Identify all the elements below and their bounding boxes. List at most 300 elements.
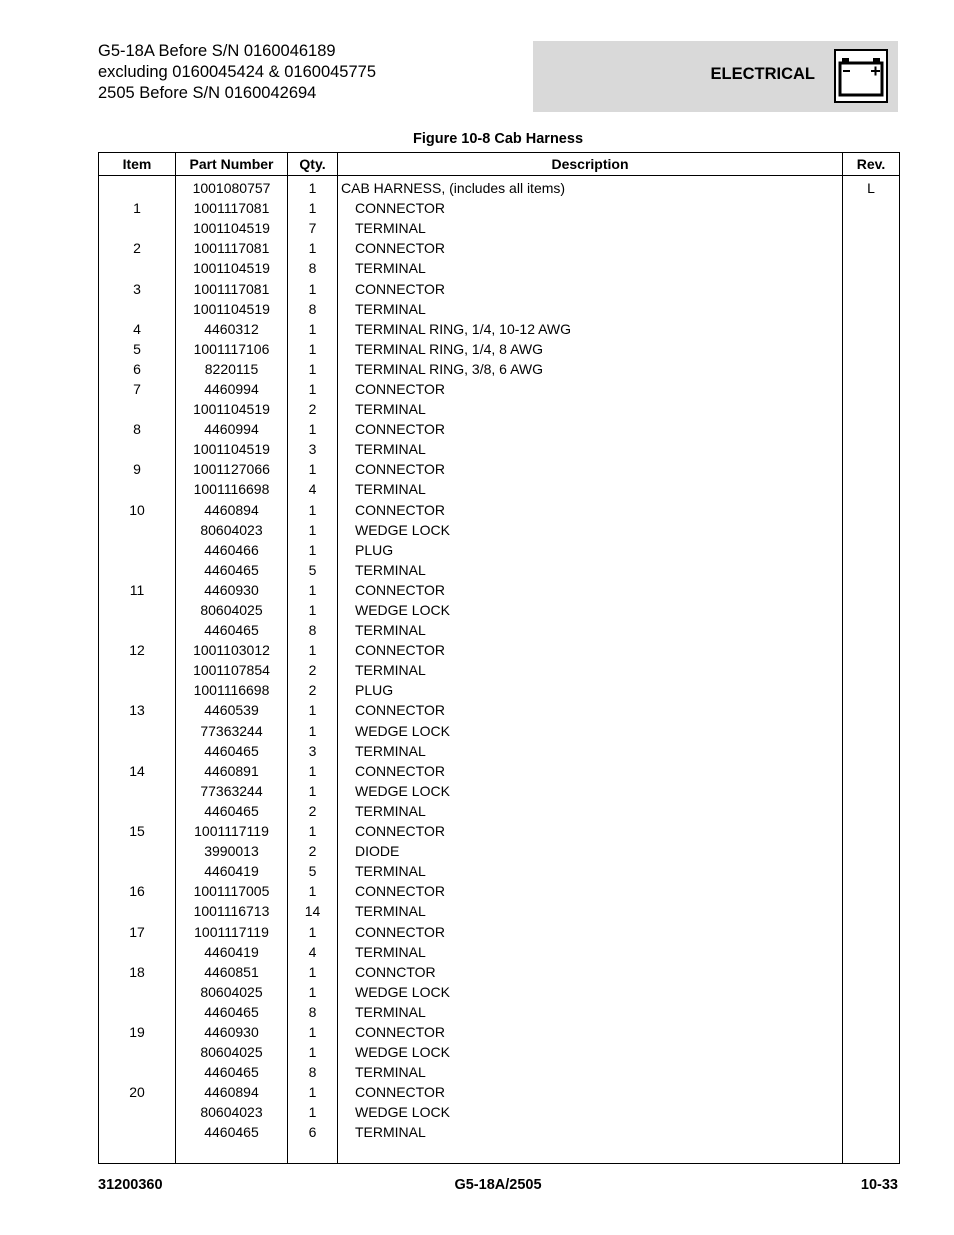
revision-cell (843, 680, 900, 700)
revision-cell (843, 801, 900, 821)
item-number-cell (99, 399, 176, 419)
revision-cell (843, 781, 900, 801)
item-number-cell: 2 (99, 238, 176, 258)
revision-cell (843, 921, 900, 941)
description-cell: TERMINAL (338, 620, 843, 640)
item-number-cell (99, 982, 176, 1002)
quantity-cell: 1 (288, 238, 338, 258)
part-number-cell: 1001116698 (176, 680, 288, 700)
description-cell: CONNECTOR (338, 459, 843, 479)
part-number-cell: 4460465 (176, 620, 288, 640)
quantity-cell: 1 (288, 520, 338, 540)
table-row (99, 901, 900, 921)
item-number-cell (99, 1122, 176, 1142)
revision-cell (843, 339, 900, 359)
part-number-cell: 1001117119 (176, 921, 288, 941)
quantity-cell: 8 (288, 1062, 338, 1082)
table-row (99, 801, 900, 821)
description-cell: CONNECTOR (338, 640, 843, 660)
part-number-cell: 4460466 (176, 540, 288, 560)
revision-cell (843, 861, 900, 881)
description-cell: CONNECTOR (338, 761, 843, 781)
revision-cell (843, 721, 900, 741)
revision-cell (843, 741, 900, 761)
item-number-cell: 14 (99, 761, 176, 781)
item-number-cell (99, 258, 176, 278)
quantity-cell: 1 (288, 1082, 338, 1102)
item-number-cell: 9 (99, 459, 176, 479)
part-number-cell: 1001116713 (176, 901, 288, 921)
item-number-cell (99, 942, 176, 962)
item-number-cell: 11 (99, 580, 176, 600)
description-cell: TERMINAL (338, 901, 843, 921)
column-header-rev: Rev. (843, 153, 900, 176)
parts-table (98, 152, 900, 1164)
item-number-cell: 12 (99, 640, 176, 660)
table-row (99, 1042, 900, 1062)
revision-cell (843, 620, 900, 640)
table-row (99, 700, 900, 720)
item-number-cell (99, 801, 176, 821)
table-row (99, 520, 900, 540)
quantity-cell: 4 (288, 942, 338, 962)
description-cell: CONNECTOR (338, 700, 843, 720)
model-line-3: 2505 Before S/N 0160042694 (98, 84, 317, 102)
description-cell: CONNECTOR (338, 379, 843, 399)
quantity-cell: 8 (288, 258, 338, 278)
item-number-cell (99, 176, 176, 199)
part-number-cell: 4460465 (176, 1002, 288, 1022)
column-header-part-number: Part Number (176, 153, 288, 176)
part-number-cell: 4460419 (176, 942, 288, 962)
model-header (98, 41, 376, 104)
revision-cell (843, 560, 900, 580)
item-number-cell: 18 (99, 962, 176, 982)
description-cell: DIODE (338, 841, 843, 861)
quantity-cell: 1 (288, 339, 338, 359)
quantity-cell: 1 (288, 459, 338, 479)
part-number-cell: 4460994 (176, 379, 288, 399)
revision-cell (843, 500, 900, 520)
part-number-cell: 4460894 (176, 500, 288, 520)
revision-cell (843, 1062, 900, 1082)
table-row (99, 218, 900, 238)
table-row (99, 942, 900, 962)
quantity-cell: 1 (288, 500, 338, 520)
part-number-cell: 80604025 (176, 600, 288, 620)
table-row (99, 399, 900, 419)
quantity-cell: 5 (288, 861, 338, 881)
revision-cell (843, 761, 900, 781)
item-number-cell: 19 (99, 1022, 176, 1042)
part-number-cell: 80604023 (176, 520, 288, 540)
quantity-cell: 1 (288, 176, 338, 199)
table-row (99, 198, 900, 218)
part-number-cell: 1001116698 (176, 479, 288, 499)
item-number-cell: 16 (99, 881, 176, 901)
table-row (99, 560, 900, 580)
description-cell: CONNECTOR (338, 1022, 843, 1042)
part-number-cell: 4460891 (176, 761, 288, 781)
footer-page-number: 10-33 (860, 1177, 898, 1193)
table-row (99, 680, 900, 700)
description-cell: TERMINAL (338, 660, 843, 680)
revision-cell (843, 218, 900, 238)
part-number-cell: 3990013 (176, 841, 288, 861)
quantity-cell: 2 (288, 841, 338, 861)
table-row (99, 339, 900, 359)
quantity-cell: 1 (288, 881, 338, 901)
quantity-cell: 8 (288, 620, 338, 640)
revision-cell (843, 299, 900, 319)
part-number-cell: 80604025 (176, 982, 288, 1002)
part-number-cell: 1001117106 (176, 339, 288, 359)
revision-cell (843, 1022, 900, 1042)
revision-cell (843, 841, 900, 861)
item-number-cell: 3 (99, 278, 176, 298)
table-row (99, 982, 900, 1002)
table-row (99, 721, 900, 741)
part-number-cell: 4460465 (176, 560, 288, 580)
revision-cell (843, 258, 900, 278)
part-number-cell: 1001127066 (176, 459, 288, 479)
item-number-cell (99, 861, 176, 881)
item-number-cell (99, 1002, 176, 1022)
table-row (99, 861, 900, 881)
revision-cell (843, 479, 900, 499)
quantity-cell: 8 (288, 1002, 338, 1022)
item-number-cell (99, 479, 176, 499)
part-number-cell: 1001117081 (176, 198, 288, 218)
table-row (99, 1122, 900, 1142)
item-number-cell (99, 520, 176, 540)
table-header-row (99, 153, 900, 176)
part-number-cell: 1001103012 (176, 640, 288, 660)
part-number-cell: 4460465 (176, 1122, 288, 1142)
part-number-cell: 8220115 (176, 359, 288, 379)
quantity-cell: 1 (288, 921, 338, 941)
revision-cell: L (843, 176, 900, 199)
table-row (99, 238, 900, 258)
table-row (99, 299, 900, 319)
part-number-cell: 1001080757 (176, 176, 288, 199)
quantity-cell: 1 (288, 781, 338, 801)
description-cell: CONNECTOR (338, 921, 843, 941)
part-number-cell: 4460419 (176, 861, 288, 881)
item-number-cell: 5 (99, 339, 176, 359)
quantity-cell: 6 (288, 1122, 338, 1142)
quantity-cell: 1 (288, 1102, 338, 1122)
part-number-cell: 4460894 (176, 1082, 288, 1102)
column-header-description: Description (338, 153, 843, 176)
part-number-cell: 80604023 (176, 1102, 288, 1122)
revision-cell (843, 580, 900, 600)
quantity-cell: 5 (288, 560, 338, 580)
revision-cell (843, 1102, 900, 1122)
quantity-cell: 1 (288, 982, 338, 1002)
revision-cell (843, 419, 900, 439)
revision-cell (843, 1002, 900, 1022)
part-number-cell: 1001104519 (176, 258, 288, 278)
revision-cell (843, 459, 900, 479)
item-number-cell (99, 781, 176, 801)
figure-title: Figure 10-8 Cab Harness (412, 131, 584, 147)
description-cell: CONNECTOR (338, 238, 843, 258)
item-number-cell (99, 660, 176, 680)
revision-cell (843, 1042, 900, 1062)
item-number-cell (99, 741, 176, 761)
description-cell: TERMINAL (338, 741, 843, 761)
revision-cell (843, 881, 900, 901)
description-cell: CONNECTOR (338, 580, 843, 600)
part-number-cell: 1001117081 (176, 238, 288, 258)
table-row (99, 379, 900, 399)
revision-cell (843, 379, 900, 399)
table-row (99, 1102, 900, 1122)
quantity-cell: 1 (288, 319, 338, 339)
revision-cell (843, 700, 900, 720)
table-row (99, 419, 900, 439)
quantity-cell: 1 (288, 962, 338, 982)
item-number-cell (99, 560, 176, 580)
revision-cell (843, 359, 900, 379)
revision-cell (843, 540, 900, 560)
column-header-qty: Qty. (288, 153, 338, 176)
table-row (99, 580, 900, 600)
part-number-cell: 4460994 (176, 419, 288, 439)
item-number-cell (99, 439, 176, 459)
quantity-cell: 1 (288, 540, 338, 560)
part-number-cell: 1001117119 (176, 821, 288, 841)
table-row (99, 660, 900, 680)
quantity-cell: 1 (288, 419, 338, 439)
description-cell: TERMINAL (338, 218, 843, 238)
table-row (99, 1062, 900, 1082)
revision-cell (843, 278, 900, 298)
description-cell: TERMINAL (338, 861, 843, 881)
quantity-cell: 2 (288, 660, 338, 680)
table-row (99, 781, 900, 801)
empty-cell (843, 1143, 900, 1164)
table-row (99, 176, 900, 199)
revision-cell (843, 1082, 900, 1102)
item-number-cell (99, 901, 176, 921)
table-row (99, 479, 900, 499)
revision-cell (843, 821, 900, 841)
quantity-cell: 1 (288, 721, 338, 741)
item-number-cell: 17 (99, 921, 176, 941)
description-cell: TERMINAL (338, 560, 843, 580)
quantity-cell: 3 (288, 439, 338, 459)
description-cell: TERMINAL RING, 3/8, 6 AWG (338, 359, 843, 379)
description-cell: TERMINAL (338, 942, 843, 962)
description-cell: WEDGE LOCK (338, 721, 843, 741)
part-number-cell: 77363244 (176, 781, 288, 801)
table-row (99, 821, 900, 841)
description-cell: CAB HARNESS, (includes all items) (338, 176, 843, 199)
table-row (99, 741, 900, 761)
quantity-cell: 3 (288, 741, 338, 761)
part-number-cell: 4460930 (176, 580, 288, 600)
description-cell: CONNECTOR (338, 881, 843, 901)
item-number-cell (99, 680, 176, 700)
item-number-cell: 15 (99, 821, 176, 841)
table-row (99, 439, 900, 459)
quantity-cell: 1 (288, 761, 338, 781)
description-cell: CONNCTOR (338, 962, 843, 982)
description-cell: PLUG (338, 680, 843, 700)
item-number-cell (99, 1062, 176, 1082)
quantity-cell: 2 (288, 680, 338, 700)
part-number-cell: 1001104519 (176, 299, 288, 319)
description-cell: CONNECTOR (338, 1082, 843, 1102)
description-cell: TERMINAL RING, 1/4, 8 AWG (338, 339, 843, 359)
table-row (99, 359, 900, 379)
revision-cell (843, 439, 900, 459)
section-title: ELECTRICAL (710, 65, 815, 83)
quantity-cell: 7 (288, 218, 338, 238)
description-cell: PLUG (338, 540, 843, 560)
empty-cell (176, 1143, 288, 1164)
part-number-cell: 77363244 (176, 721, 288, 741)
item-number-cell: 10 (99, 500, 176, 520)
model-line-2: excluding 0160045424 & 0160045775 (98, 63, 377, 81)
description-cell: TERMINAL (338, 801, 843, 821)
description-cell: WEDGE LOCK (338, 600, 843, 620)
item-number-cell (99, 218, 176, 238)
revision-cell (843, 238, 900, 258)
description-cell: WEDGE LOCK (338, 520, 843, 540)
part-number-cell: 1001104519 (176, 439, 288, 459)
item-number-cell (99, 620, 176, 640)
quantity-cell: 1 (288, 278, 338, 298)
item-number-cell (99, 299, 176, 319)
description-cell: TERMINAL (338, 399, 843, 419)
table-row (99, 620, 900, 640)
description-cell: TERMINAL (338, 1122, 843, 1142)
revision-cell (843, 982, 900, 1002)
quantity-cell: 1 (288, 700, 338, 720)
quantity-cell: 4 (288, 479, 338, 499)
quantity-cell: 1 (288, 1022, 338, 1042)
table-row (99, 962, 900, 982)
revision-cell (843, 319, 900, 339)
revision-cell (843, 1122, 900, 1142)
table-row (99, 921, 900, 941)
quantity-cell: 1 (288, 1042, 338, 1062)
part-number-cell: 4460465 (176, 1062, 288, 1082)
description-cell: CONNECTOR (338, 198, 843, 218)
item-number-cell (99, 841, 176, 861)
part-number-cell: 80604025 (176, 1042, 288, 1062)
description-cell: CONNECTOR (338, 821, 843, 841)
table-row (99, 278, 900, 298)
revision-cell (843, 942, 900, 962)
revision-cell (843, 198, 900, 218)
item-number-cell (99, 1042, 176, 1062)
revision-cell (843, 962, 900, 982)
footer-model: G5-18A/2505 (454, 1177, 542, 1193)
table-row (99, 881, 900, 901)
table-row (99, 761, 900, 781)
description-cell: CONNECTOR (338, 419, 843, 439)
revision-cell (843, 520, 900, 540)
description-cell: CONNECTOR (338, 278, 843, 298)
battery-icon (834, 49, 888, 103)
quantity-cell: 1 (288, 600, 338, 620)
quantity-cell: 14 (288, 901, 338, 921)
description-cell: TERMINAL RING, 1/4, 10-12 AWG (338, 319, 843, 339)
table-row (99, 1002, 900, 1022)
part-number-cell: 1001117081 (176, 278, 288, 298)
revision-cell (843, 901, 900, 921)
quantity-cell: 1 (288, 821, 338, 841)
item-number-cell: 4 (99, 319, 176, 339)
table-row (99, 540, 900, 560)
table-row (99, 1022, 900, 1042)
table-row (99, 640, 900, 660)
item-number-cell (99, 1102, 176, 1122)
column-header-item: Item (99, 153, 176, 176)
revision-cell (843, 640, 900, 660)
description-cell: WEDGE LOCK (338, 781, 843, 801)
model-line-1: G5-18A Before S/N 0160046189 (98, 42, 336, 60)
description-cell: WEDGE LOCK (338, 1042, 843, 1062)
part-number-cell: 4460312 (176, 319, 288, 339)
quantity-cell: 8 (288, 299, 338, 319)
part-number-cell: 4460465 (176, 741, 288, 761)
description-cell: TERMINAL (338, 1002, 843, 1022)
revision-cell (843, 660, 900, 680)
description-cell: TERMINAL (338, 479, 843, 499)
table-row (99, 258, 900, 278)
empty-cell (288, 1143, 338, 1164)
item-number-cell: 7 (99, 379, 176, 399)
table-row (99, 319, 900, 339)
table-row (99, 841, 900, 861)
item-number-cell: 20 (99, 1082, 176, 1102)
description-cell: TERMINAL (338, 299, 843, 319)
description-cell: TERMINAL (338, 1062, 843, 1082)
empty-cell (99, 1143, 176, 1164)
table-filler-row (99, 1143, 900, 1164)
revision-cell (843, 399, 900, 419)
part-number-cell: 4460465 (176, 801, 288, 821)
description-cell: TERMINAL (338, 258, 843, 278)
item-number-cell (99, 540, 176, 560)
part-number-cell: 4460851 (176, 962, 288, 982)
quantity-cell: 1 (288, 640, 338, 660)
table-row (99, 600, 900, 620)
item-number-cell: 1 (99, 198, 176, 218)
part-number-cell: 1001104519 (176, 399, 288, 419)
description-cell: CONNECTOR (338, 500, 843, 520)
item-number-cell (99, 600, 176, 620)
quantity-cell: 2 (288, 399, 338, 419)
quantity-cell: 2 (288, 801, 338, 821)
part-number-cell: 1001107854 (176, 660, 288, 680)
quantity-cell: 1 (288, 580, 338, 600)
item-number-cell: 6 (99, 359, 176, 379)
table-row (99, 459, 900, 479)
item-number-cell: 13 (99, 700, 176, 720)
part-number-cell: 4460930 (176, 1022, 288, 1042)
description-cell: WEDGE LOCK (338, 982, 843, 1002)
quantity-cell: 1 (288, 379, 338, 399)
table-row (99, 500, 900, 520)
part-number-cell: 1001104519 (176, 218, 288, 238)
table-row (99, 1082, 900, 1102)
